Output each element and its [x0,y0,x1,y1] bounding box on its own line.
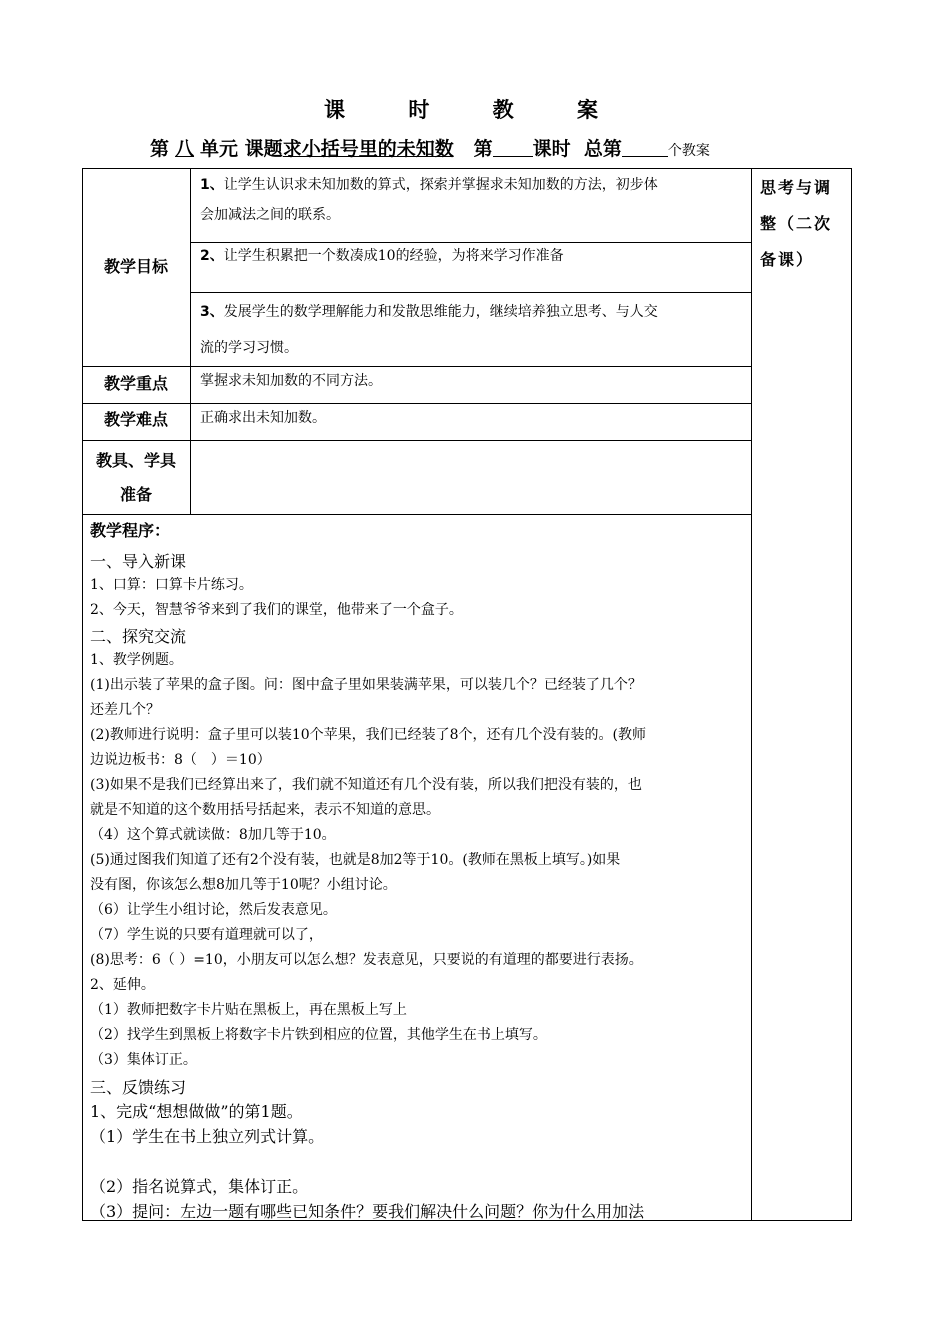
procedure-line: 1、教学例题。 [90,652,183,668]
row-divider [82,514,751,515]
total-blank [622,138,668,157]
objective-number: 1、 [200,177,224,193]
procedure-line: (5)通过图我们知道了还有2个没有装，也就是8加2等于10。(教师在黑板上填写。)如果 [90,852,621,868]
procedure-line: 2、今天，智慧爷爷来到了我们的课堂，他带来了一个盒子。 [90,602,463,618]
difficulty-text: 正确求出未知加数。 [200,410,326,426]
difficulty-label: 教学难点 [103,410,168,429]
objective-number: 3、 [200,304,224,320]
objective-item [200,294,748,366]
topic: 求小括号里的未知数 [282,138,454,160]
key-point-text: 掌握求未知加数的不同方法。 [200,373,382,389]
objective-text: 让学生认识求未知加数的算式，探索并掌握求未知加数的方法，初步体 [223,177,658,193]
lesson-blank [493,138,533,157]
total-suffix: 个教案 [667,143,710,159]
procedure-line: 三、反馈练习 [90,1078,187,1097]
procedure-line: （4）这个算式就读做：8加几等于10。 [90,827,336,843]
tools-label-line: 准备 [119,485,152,504]
lesson-label-b: 课时 [532,138,571,160]
key-point-label: 教学重点 [103,374,168,393]
procedure-line: (8)思考：6（ ）=10，小朋友可以怎么想？发表意见，只要说的有道理的都要进行表扬。 [90,952,643,968]
objective-item [200,241,748,271]
total-label: 总第 [583,138,622,160]
procedure-line: （3）集体订正。 [90,1052,197,1068]
objective-text: 发展学生的数学理解能力和发散思维能力，继续培养独立思考、与人交 [223,304,658,320]
procedure-line: 边说边板书：8（ ）＝10） [90,752,271,768]
objective-text: 流的学习习惯。 [200,340,298,356]
procedure-line: 一、导入新课 [90,552,187,571]
procedure-line: （6）让学生小组讨论，然后发表意见。 [90,902,337,918]
procedure-line: 就是不知道的这个数用括号括起来，表示不知道的意思。 [90,802,440,818]
row-divider [190,292,751,293]
procedure-label: 教学程序： [90,521,171,540]
procedure-line: (1)出示装了苹果的盒子图。问：图中盒子里如果装满苹果，可以装几个？已经装了几个？ [90,677,642,693]
tools-label [82,444,190,512]
procedure-line: 2、延伸。 [90,977,155,993]
row-divider [82,366,751,367]
objective-text: 让学生积累把一个数凑成10的经验，为将来学习作准备 [223,248,564,264]
unit-number: 八 [175,138,195,160]
objective-number: 2、 [200,248,224,264]
procedure-line: (3)如果不是我们已经算出来了，我们就不知道还有几个没有装，所以我们把没有装的，也 [90,777,642,793]
procedure-line: （3）提问：左边一题有哪些已知条件？要我们解决什么问题？你为什么用加法 [90,1202,645,1221]
procedure-line: (2)教师进行说明：盒子里可以装10个苹果，我们已经装了8个，还有几个没有装的。(教师 [90,727,647,743]
page-title: 课 时 教 案 [324,98,626,122]
procedure-line: （2）指名说算式，集体订正。 [90,1177,309,1196]
tools-label-line: 教具、学具 [95,451,176,470]
objectives-label: 教学目标 [103,257,168,276]
objective-text: 会加减法之间的联系。 [200,207,340,223]
procedure-line: 1、口算：口算卡片练习。 [90,577,253,593]
lesson-label-a: 第 [473,138,493,160]
topic-label: 课题 [244,138,283,160]
unit-suffix: 单元 [200,138,239,160]
objective-item [200,170,748,230]
procedure-line: （1）教师把数字卡片贴在黑板上，再在黑板上写上 [90,1002,407,1018]
procedure-line: 1、完成“想想做做”的第1题。 [90,1102,303,1121]
procedure-line: 二、探究交流 [90,627,187,646]
procedure-line: 没有图，你该怎么想8加几等于10呢？小组讨论。 [90,877,397,893]
lesson-header [150,134,710,161]
procedure-line: 还差几个？ [90,702,160,718]
row-divider [82,440,751,441]
procedure-line: （7）学生说的只要有道理就可以了， [90,927,323,943]
unit-prefix: 第 [150,138,170,160]
side-notes-label: 思考与调整（二次备课） [760,178,833,269]
procedure-line: （1）学生在书上独立列式计算。 [90,1127,325,1146]
side-column-divider [751,168,752,1221]
label-column-divider [190,168,191,514]
row-divider [82,403,751,404]
procedure-line: （2）找学生到黑板上将数字卡片铁到相应的位置，其他学生在书上填写。 [90,1027,547,1043]
